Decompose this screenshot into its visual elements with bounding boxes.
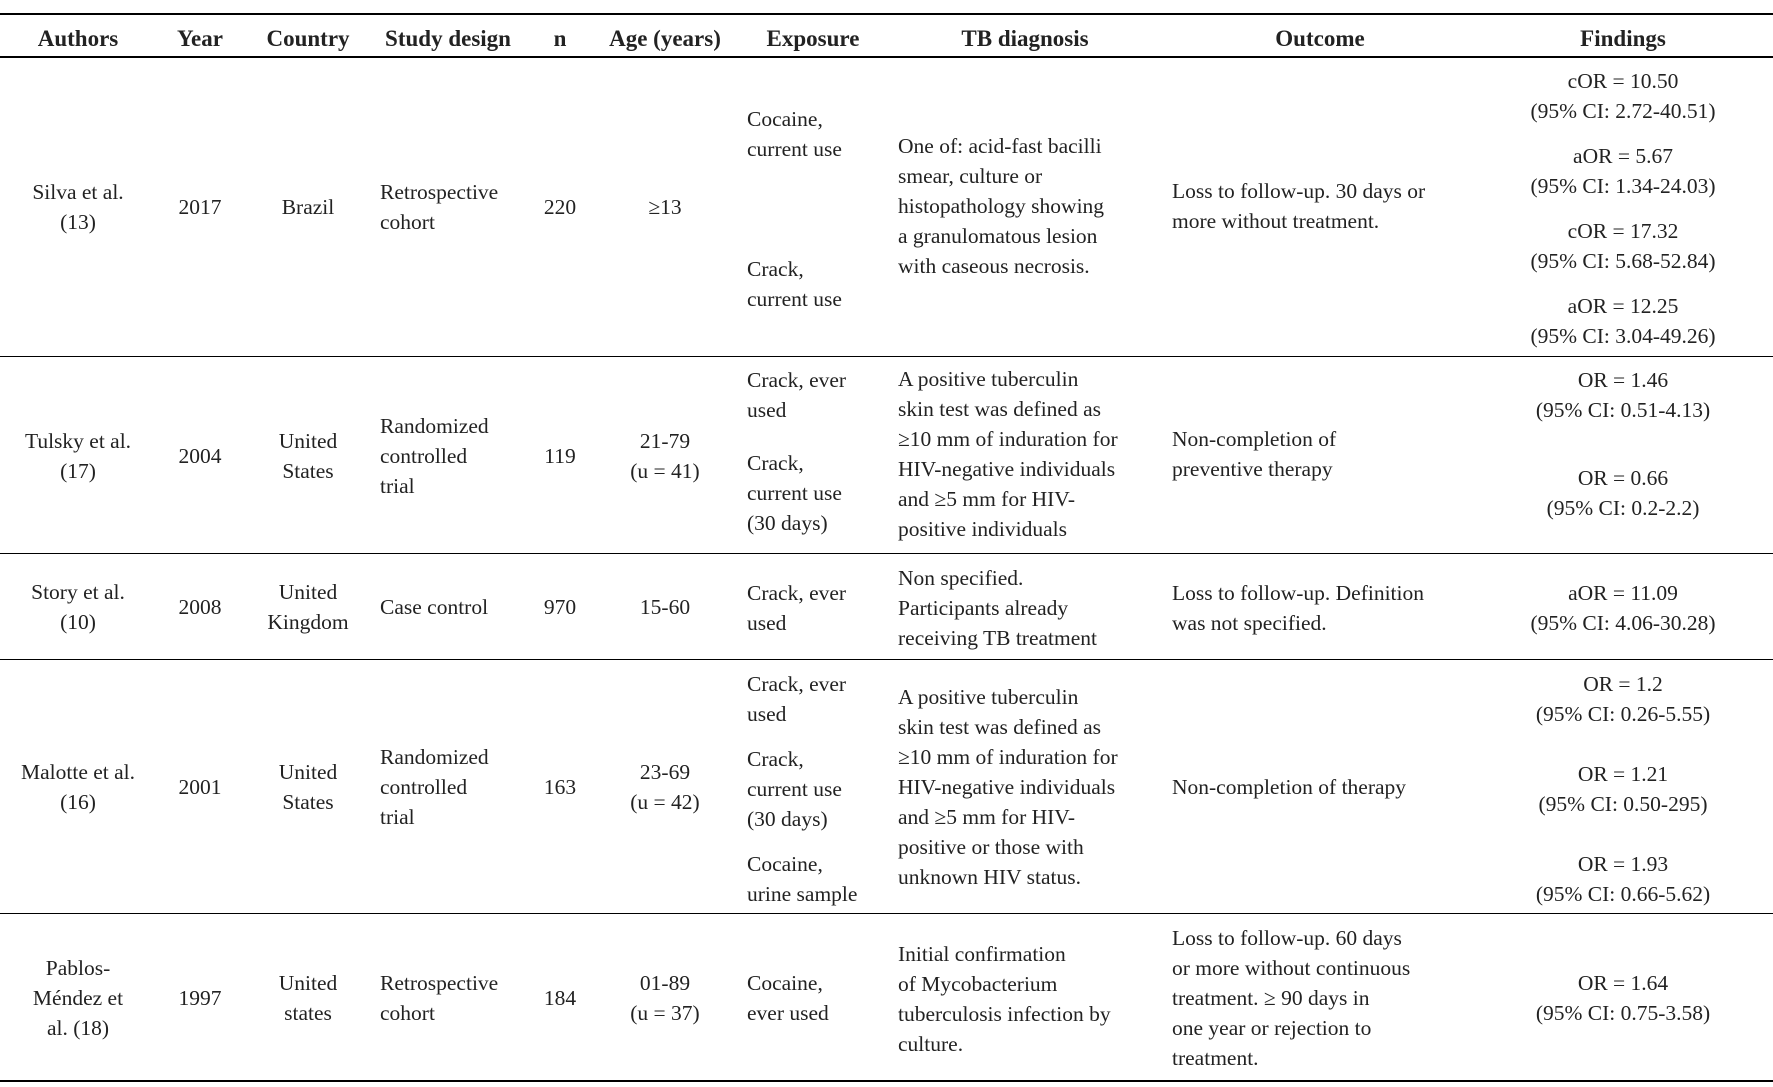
outcome-cell: Loss to follow-up. 30 days or more without treatment.	[1172, 179, 1426, 233]
n-cell: 220	[543, 195, 577, 219]
column-header: Country	[266, 26, 350, 51]
year-cell: 2017	[178, 195, 222, 219]
finding-cell: cOR = 17.32 (95% CI: 5.68-52.84)	[1530, 219, 1716, 273]
exposure-cell: Crack, ever used	[747, 368, 847, 422]
column-header: Outcome	[1275, 26, 1365, 51]
column-header: TB diagnosis	[961, 26, 1089, 51]
column-header: Year	[177, 26, 223, 51]
n-cell: 184	[543, 986, 577, 1010]
exposure-cell: Cocaine, urine sample	[747, 852, 858, 906]
study-design-cell: Retrospective cohort	[380, 971, 499, 1025]
column-header: Exposure	[766, 26, 860, 51]
finding-cell: OR = 1.21 (95% CI: 0.50-295)	[1538, 762, 1708, 816]
finding-cell: aOR = 11.09 (95% CI: 4.06-30.28)	[1530, 581, 1716, 635]
year-cell: 2004	[178, 444, 222, 468]
year-cell: 1997	[178, 986, 222, 1010]
finding-cell: OR = 1.46 (95% CI: 0.51-4.13)	[1535, 368, 1711, 422]
exposure-cell: Crack, current use (30 days)	[747, 747, 842, 831]
table-rule	[0, 553, 1773, 554]
table-rule	[0, 13, 1773, 15]
author-cell: Silva et al. (13)	[32, 180, 124, 234]
outcome-cell: Non-completion of therapy	[1172, 775, 1407, 799]
finding-cell: OR = 1.64 (95% CI: 0.75-3.58)	[1535, 971, 1711, 1025]
table-rule	[0, 1080, 1773, 1082]
country-cell: United States	[278, 760, 338, 814]
outcome-cell: Non-completion of preventive therapy	[1172, 427, 1337, 481]
year-cell: 2008	[178, 595, 222, 619]
country-cell: United Kingdom	[267, 580, 349, 634]
author-cell: Pablos- Méndez et al. (18)	[32, 956, 124, 1040]
column-header: Findings	[1580, 26, 1666, 51]
exposure-cell: Crack, ever used	[747, 581, 847, 635]
age-cell: 21-79 (u = 41)	[630, 429, 700, 483]
exposure-cell: Crack, ever used	[747, 672, 847, 726]
column-header: n	[553, 26, 567, 51]
tb-diagnosis-cell: A positive tuberculin skin test was defined as ≥10 mm of induration for HIV-negative individuals and ≥5 mm for HIV- positive or those with unknown HIV status.	[898, 685, 1118, 889]
age-cell: 23-69 (u = 42)	[630, 760, 700, 814]
column-header: Authors	[37, 26, 119, 51]
study-design-cell: Case control	[380, 595, 489, 619]
n-cell: 119	[544, 444, 576, 468]
column-header: Study design	[385, 26, 511, 51]
table-rule	[0, 356, 1773, 357]
table-rule	[0, 56, 1773, 58]
n-cell: 163	[543, 775, 577, 799]
table-rule	[0, 659, 1773, 660]
tb-diagnosis-cell: One of: acid-fast bacilli smear, culture or histopathology showing a granulomatous lesion with caseous necrosis.	[898, 134, 1105, 278]
age-cell: 01-89 (u = 37)	[630, 971, 700, 1025]
country-cell: United States	[278, 429, 338, 483]
tb-diagnosis-cell: A positive tuberculin skin test was defined as ≥10 mm of induration for HIV-negative individuals and ≥5 mm for HIV- positive individuals	[898, 367, 1118, 541]
age-cell: ≥13	[648, 195, 682, 219]
outcome-cell: Loss to follow-up. Definition was not specified.	[1172, 581, 1425, 635]
year-cell: 2001	[178, 775, 222, 799]
finding-cell: aOR = 5.67 (95% CI: 1.34-24.03)	[1530, 144, 1716, 198]
finding-cell: OR = 0.66 (95% CI: 0.2-2.2)	[1546, 466, 1700, 520]
finding-cell: aOR = 12.25 (95% CI: 3.04-49.26)	[1530, 294, 1716, 348]
study-design-cell: Randomized controlled trial	[380, 414, 489, 498]
author-cell: Malotte et al. (16)	[20, 760, 136, 814]
finding-cell: OR = 1.93 (95% CI: 0.66-5.62)	[1535, 852, 1711, 906]
finding-cell: OR = 1.2 (95% CI: 0.26-5.55)	[1535, 672, 1711, 726]
finding-cell: cOR = 10.50 (95% CI: 2.72-40.51)	[1530, 69, 1716, 123]
exposure-cell: Crack, current use (30 days)	[747, 451, 842, 535]
country-cell: United states	[278, 971, 338, 1025]
n-cell: 970	[543, 595, 577, 619]
tb-diagnosis-cell: Non specified. Participants already receiving TB treatment	[898, 566, 1098, 650]
age-cell: 15-60	[639, 595, 691, 619]
exposure-cell: Cocaine, ever used	[747, 971, 829, 1025]
outcome-cell: Loss to follow-up. 60 days or more without continuous treatment. ≥ 90 days in one year or rejection to treatment.	[1172, 926, 1411, 1070]
country-cell: Brazil	[281, 195, 335, 219]
study-design-cell: Retrospective cohort	[380, 180, 499, 234]
tb-diagnosis-cell: Initial confirmation of Mycobacterium tuberculosis infection by culture.	[898, 942, 1111, 1056]
author-cell: Tulsky et al. (17)	[24, 429, 132, 483]
column-header: Age (years)	[609, 26, 721, 51]
author-cell: Story et al. (10)	[31, 580, 125, 634]
study-design-cell: Randomized controlled trial	[380, 745, 489, 829]
exposure-cell: Crack, current use	[747, 257, 842, 311]
exposure-cell: Cocaine, current use	[747, 107, 842, 161]
table-rule	[0, 913, 1773, 914]
